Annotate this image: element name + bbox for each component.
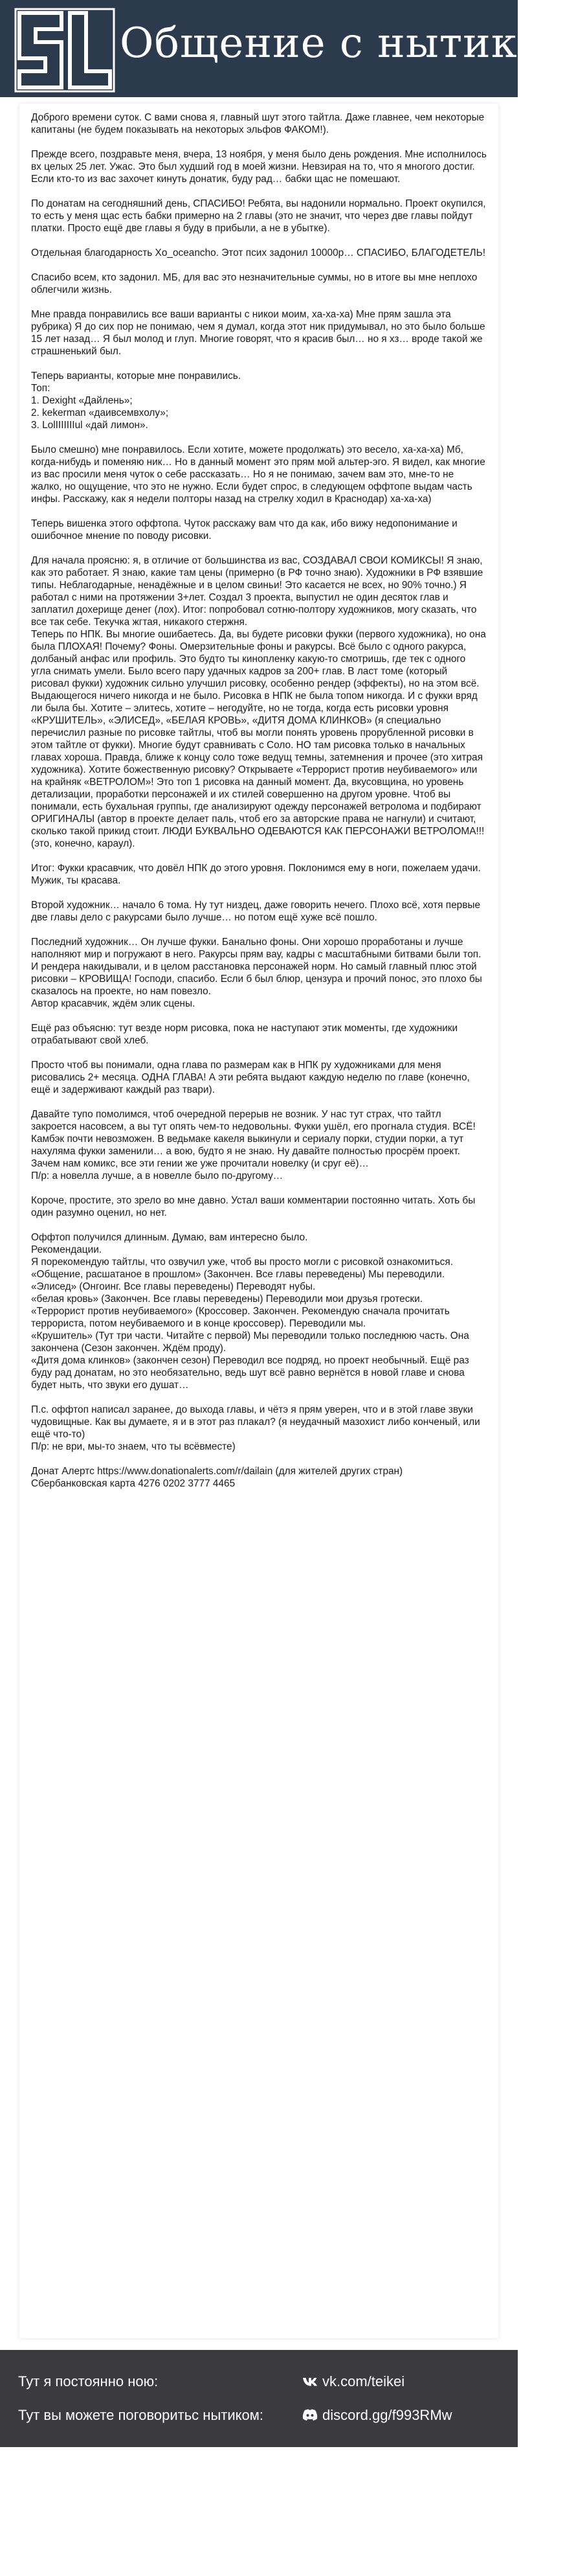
paragraph-donate-info: Донат Алертс https://www.donationalerts.com/r/dailain (для жителей других стран) Сбербанковская карта 4276 0202 3777 4465 bbox=[31, 1466, 403, 1489]
paragraph-recommendations: Оффтоп получился длинным. Думаю, вам интересно было. Рекомендации. Я порекомендую тайтлы, что озвучил уже, чтоб вы просто могли с рисовкой ознакомиться. «Общение, расшатаное в прошлом» (Закончен. Все главы переведены) Мы переводили. «Элисед» (Онгоинг. Все главы переведены) Переводят нубы. «белая кровь» (Закончен. Все главы переведены) Переводили мои друзья гротески. «Террорист против неубиваемого» (Кроссовер. Закончен. Рекомендую сначала прочитать террориста, потом неубиваемого и в конце кроссовер). Переводили мы. «Крушитель» (Тут три части. Читайте с первой) Мы переводили только последнюю часть. Она закончена (Сезон закончен. Ждём проду). «Дитя дома клинков» (закончен сезон) Переводил все подряд, но проект необычный. Ещё раз буду рад донатам, но это необязательно, ведь шут всё равно вернётся в новой главе и снова будет ныть, что звуки его душат… bbox=[31, 1232, 469, 1391]
paragraph-funny: Было смешно) мне понравилось. Если хотите, можете продолжать) это весело, ха-ха-ха) Мб, когда-нибудь и поменяю ник… Но в данный момент это прям мой альтер-эго. Я видел, как многие из вас просили меня чуток о себе рассказать… Но я не понимаю, зачем вам это, мне-то не жалко, но ощущение, что это не нужно. Если будет спрос, в следующем оффтопе выдам часть инфы. Расскажу, как я недели полторы назад на стрелку ходил в Краснодар) ха-ха-ха) bbox=[31, 444, 485, 505]
paragraph-pray: Давайте тупо помолимся, чтоб очередной перерыв не возник. У нас тут страх, что тайтл закроется насовсем, а вы тут опять чем-то недовольны. Фукки ушёл, его прогнала студия. ВСЁ! Камбэк почти невозможен. В ведьмаке какеля выкинули и сериалу порки, студии порки, а тут нахуляма фукки заменили… а вою, будто я не знаю. Ну давайте полностью просрём проект. Зачем нам комикс, все эти гении же уже прочитали новелку (и сруг её)… П/р: а новелла лучше, а в новелле было по-другому… bbox=[31, 1109, 476, 1181]
vk-label: Тут я постоянно ною: bbox=[18, 2373, 159, 2389]
paragraph-explain-again: Ещё раз объясню: тут везде норм рисовка, пока не наступают этик моменты, где художники отрабатывают свой хлеб. bbox=[31, 1023, 458, 1046]
footer-contacts bbox=[0, 2350, 518, 2447]
discord-icon bbox=[302, 2407, 318, 2424]
discord-link[interactable]: discord.gg/f993RMw bbox=[322, 2407, 452, 2423]
paragraph-donations: По донатам на сегодняшний день, СПАСИБО! Ребята, вы надонили нормально. Проект окупился, то есть у меня щас есть бабки примерно на 2 главы (это не значит, что через две главы пойдут платки. Просто ещё две главы я буду в прибыли, а не в убытке). bbox=[31, 198, 486, 234]
paragraph-nickname-variants: Мне правда понравились все ваши варианты с никои моим, ха-ха-ха) Мне прям зашла эта рубрика) Я до сих пор не понимаю, чем я думал, когда этот ник придумывал, но это было больше 15 лет назад… Я был молод и глуп. Многие говорят, что я красив был… но я хз… вроде такой же страшненький был. bbox=[31, 309, 485, 357]
paragraph-birthday: Прежде всего, поздравьте меня, вчера, 13 ноября, у меня было день рождения. Мне исполнилось вх целых 25 лет. Ужас. Это был худший год в моей жизни. Невзирая на то, что я многого достиг. Если кто-то из вас захочет кинуть донатик, буду рад… бабки щас не помешают. bbox=[31, 149, 487, 185]
footer-row-discord bbox=[18, 2406, 500, 2425]
sl-monogram-icon bbox=[13, 6, 116, 94]
bottom-blank-area bbox=[0, 2447, 518, 2576]
vk-link[interactable]: vk.com/teikei bbox=[322, 2373, 405, 2389]
discord-label: Тут вы можете поговоритьс нытиком: bbox=[18, 2407, 263, 2423]
paragraph-greeting: Доброго времени суток. С вами снова я, главный шут этого тайтла. Даже главнее, чем некоторые капитаны (не будем показывать на некоторых эльфов ФАКОМ!). bbox=[31, 112, 485, 135]
paragraph-top-list: Теперь варианты, которые мне понравились. Топ: 1. Dexight «Дайлень»; 2. kekerman «даивсемвхолу»; 3. LolIIIIIIIul «дай лимон». bbox=[31, 370, 241, 431]
paragraph-short: Короче, простите, это зрело во мне давно. Устал ваши комментарии постоянно читать. Хоть бы один разумно оценил, но нет. bbox=[31, 1195, 476, 1218]
page-title: Общение с нытиком bbox=[120, 19, 576, 67]
vk-icon bbox=[302, 2373, 318, 2390]
paragraph-cherry: Теперь вишенка этого оффтопа. Чуток расскажу вам что да как, ибо вижу недопонимание и ошибочное мнение по поводу рисовки. bbox=[31, 518, 458, 541]
paragraph-ps: П.с. оффтоп написал заранее, до выхода главы, и чётэ я прям уверен, что и в этой главе звуки чудовищные. Как вы думаете, я и в этот раз плакал? (я неудачный мазохист либо конченый, или ещё что-то) П/р: не ври, мы-то знаем, что ты всёвместе) bbox=[31, 1404, 480, 1452]
paragraph-last-artist: Последний художник… Он лучше фукки. Банально фоны. Они хорошо проработаны и лучше наполняют мир и погружают в него. Ракурсы прям вау, кадры с масштабными битвами были топ. И рендера накидывали, и в целом расстановка персонажей норм. Но самый главный плюс этой рисовки – КРОВИЩА! Господи, спасибо. Если б был блюр, цензура и прочий понос, это плохо бы сказалось на проекте, но нам повезло. Автор красавчик, ждём элик сцены. bbox=[31, 937, 482, 1009]
header-banner bbox=[0, 0, 576, 97]
paragraph-second-artist: Второй художник… начало 6 тома. Ну тут низдец, даже говорить нечего. Плохо всё, хотя первые две главы дело с ракурсами было лучше… но потом ещё хуже всё пошло. bbox=[31, 900, 481, 923]
offtopic-note-text bbox=[31, 111, 487, 1502]
footer-row-vk bbox=[18, 2372, 500, 2391]
paragraph-thanks-all: Спасибо всем, кто задонил. МБ, для вас это незначительные суммы, но в итоге вы мне неплохо облегчили жизнь. bbox=[31, 272, 478, 295]
paragraph-summary-fukki: Итог: Фукки красавчик, что довёл НПК до этого уровня. Поклонимся ему в ноги, пожелаем удачи. Мужик, ты красава. bbox=[31, 863, 481, 886]
paragraph-art-explanation: Для начала проясню: я, в отличие от большинства из вас, СОЗДАВАЛ СВОИ КОМИКСЫ! Я знаю, как это работает. Я знаю, какие там цены (примерно (в РФ точно знаю). Художники в РФ взявшие типы. Неблагодарные, ненадёжные и в целом свиньи! Это касается не всех, но 90% точно.) Я работал с ними на протяжении 3+лет. Создал 3 проекта, выпустил не один десяток глав и заплатил дохерище денег (лох). Итог: попробовал сотню-полтору художников, могу сказать, что все так себе. Текучка жгтая, никакого стержня. Теперь по НПК. Вы многие ошибаетесь. Да, вы будете рисовки фукки (первого художника), но она была ПЛОХАЯ! Почему? Фоны. Омерзительные фоны и ракурсы. Всё было с одного ракурса, долбаный анфас или профиль. Это будто ты кинопленку какую-то смотришь, где тек с одного угла снимать умели. Было всего пару удачных кадров за 200+ глав. В ласт томе (который рисовал фукки) художник сильно улучшил рисовку, особенно рендер (эффекты), но на этом всё. Выдающегося ничего никогда и не было. Рисовка в НПК не была топом никогда. И с фукки вряд ли была бы. Хотите – элитесь, хотите – негодуйте, но не тогда, когда есть рисовки уровня «КРУШИТЕЛЬ», «ЭЛИСЕД», «БЕЛАЯ КРОВЬ», «ДИТЯ ДОМА КЛИНКОВ» (я специально перечислил разные по рисовке тайтлы, чтоб вы могли понять уровень прорубленной рисовки в этом тайтле от фукки). Многие будут сравнивать с Соло. НО там рисовка только в начальных главах хороша. Правда, ближе к концу соло тоже ведущ темны, затемнения и прочее (это хитрая художника). Хотите божественную рисовку? Открываете «Террорист против неубиваемого» или на крайняк «ВЕТРОЛОМ»! Это топ 1 рисовка на данный момент. Да, вкусовщина, но уровень детализации, проработки персонажей и их стилей совершенно на другом уровне. Чтоб вы понимали, есть бухальная группы, где анализируют одежду персонажей ветролома и подбирают ОРИГИНАЛЫ (автор в проекте делает паль, чтоб его за авторские права не нагнули) и считают, сколько такой прикид стоит. ЛЮДИ БУКВАЛЬНО ОДЕВАЮТСЯ КАК ПЕРСОНАЖИ ВЕТРОЛОМА!!!(это, конечно, караул). bbox=[31, 555, 486, 849]
paragraph-chapter-size: Просто чтоб вы понимали, одна глава по размерам как в НПК ру художниками для меня рисовались 2+ месяца. ОДНА ГЛАВА! А эти ребята выдают каждую неделю по главе (конечно, ещё и задерживают каждый раз твари). bbox=[31, 1060, 470, 1095]
paragraph-special-thanks: Отдельная благодарность Xo_oceancho. Этот псих задонил 10000р… СПАСИБО, БЛАГОДЕТЕЛЬ! bbox=[31, 247, 485, 258]
